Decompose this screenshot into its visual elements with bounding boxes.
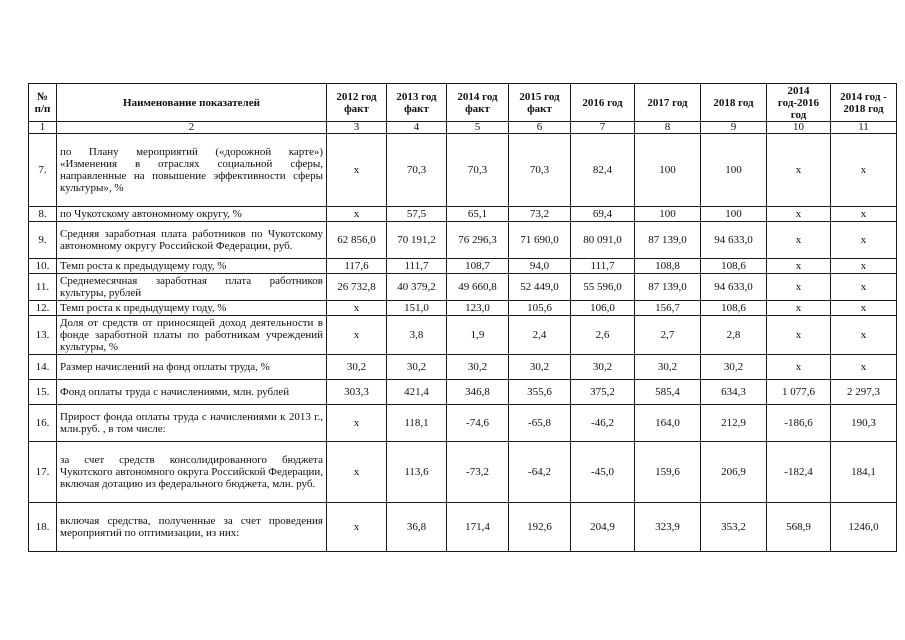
header-cell-2013: 2013 год факт xyxy=(387,84,447,122)
column-number-cell: 11 xyxy=(831,122,897,134)
row-number-cell: 11. xyxy=(29,274,57,301)
value-cell: 100 xyxy=(635,207,701,222)
value-cell: 108,6 xyxy=(701,301,767,316)
value-cell: 1 077,6 xyxy=(767,380,831,405)
value-cell: 346,8 xyxy=(447,380,509,405)
value-cell: 159,6 xyxy=(635,442,701,503)
value-cell: х xyxy=(327,301,387,316)
value-cell: 118,1 xyxy=(387,405,447,442)
value-cell: 117,6 xyxy=(327,259,387,274)
value-cell: 62 856,0 xyxy=(327,222,387,259)
value-cell: 353,2 xyxy=(701,503,767,552)
header-cell-number: № п/п xyxy=(29,84,57,122)
column-number-cell: 4 xyxy=(387,122,447,134)
column-number-cell: 1 xyxy=(29,122,57,134)
value-cell: 192,6 xyxy=(509,503,571,552)
row-number-cell: 18. xyxy=(29,503,57,552)
value-cell: 30,2 xyxy=(571,355,635,380)
value-cell: 2,4 xyxy=(509,316,571,355)
value-cell: 70,3 xyxy=(447,134,509,207)
header-cell-2014: 2014 год факт xyxy=(447,84,509,122)
column-number-cell: 7 xyxy=(571,122,635,134)
value-cell: 80 091,0 xyxy=(571,222,635,259)
value-cell: 65,1 xyxy=(447,207,509,222)
table-row xyxy=(29,503,897,552)
column-number-cell: 10 xyxy=(767,122,831,134)
value-cell: 3,8 xyxy=(387,316,447,355)
value-cell: 108,7 xyxy=(447,259,509,274)
value-cell: 2 297,3 xyxy=(831,380,897,405)
column-number-cell: 5 xyxy=(447,122,509,134)
value-cell: 156,7 xyxy=(635,301,701,316)
value-cell: 30,2 xyxy=(509,355,571,380)
column-number-cell: 6 xyxy=(509,122,571,134)
value-cell: х xyxy=(767,207,831,222)
value-cell: 111,7 xyxy=(571,259,635,274)
value-cell: -64,2 xyxy=(509,442,571,503)
indicator-name-cell: Темп роста к предыдущему году, % xyxy=(57,259,327,274)
value-cell: х xyxy=(831,222,897,259)
value-cell: х xyxy=(831,301,897,316)
value-cell: 55 596,0 xyxy=(571,274,635,301)
value-cell: х xyxy=(831,355,897,380)
row-number-cell: 9. xyxy=(29,222,57,259)
row-number-cell: 17. xyxy=(29,442,57,503)
table-row xyxy=(29,355,897,380)
value-cell: х xyxy=(767,134,831,207)
indicator-name-cell: Размер начислений на фонд оплаты труда, % xyxy=(57,355,327,380)
table-row xyxy=(29,301,897,316)
value-cell: 568,9 xyxy=(767,503,831,552)
header-cell-2016: 2016 год xyxy=(571,84,635,122)
value-cell: 73,2 xyxy=(509,207,571,222)
value-cell: 87 139,0 xyxy=(635,274,701,301)
header-row xyxy=(29,84,897,122)
value-cell: х xyxy=(831,259,897,274)
value-cell: 76 296,3 xyxy=(447,222,509,259)
value-cell: 30,2 xyxy=(447,355,509,380)
value-cell: х xyxy=(327,442,387,503)
value-cell: 1246,0 xyxy=(831,503,897,552)
indicator-name-cell: Темп роста к предыдущему году, % xyxy=(57,301,327,316)
column-number-cell: 8 xyxy=(635,122,701,134)
value-cell: 111,7 xyxy=(387,259,447,274)
value-cell: 26 732,8 xyxy=(327,274,387,301)
value-cell: х xyxy=(327,207,387,222)
header-cell-indicator: Наименование показателей xyxy=(57,84,327,122)
value-cell: 421,4 xyxy=(387,380,447,405)
row-number-cell: 15. xyxy=(29,380,57,405)
value-cell: 204,9 xyxy=(571,503,635,552)
table-row xyxy=(29,316,897,355)
table-row xyxy=(29,222,897,259)
row-number-cell: 7. xyxy=(29,134,57,207)
value-cell: 108,6 xyxy=(701,259,767,274)
value-cell: 123,0 xyxy=(447,301,509,316)
column-number-row xyxy=(29,122,897,134)
indicator-name-cell: по Чукотскому автономному округу, % xyxy=(57,207,327,222)
table-body xyxy=(29,122,897,552)
value-cell: 100 xyxy=(701,207,767,222)
column-number-cell: 3 xyxy=(327,122,387,134)
value-cell: 190,3 xyxy=(831,405,897,442)
value-cell: 94 633,0 xyxy=(701,222,767,259)
value-cell: -45,0 xyxy=(571,442,635,503)
row-number-cell: 13. xyxy=(29,316,57,355)
indicator-name-cell: по Плану мероприятий («дорожной карте») «Изменения в отраслях социальной сферы, направленные на повышение эффективности сферы культуры», % xyxy=(57,134,327,207)
value-cell: -65,8 xyxy=(509,405,571,442)
value-cell: 585,4 xyxy=(635,380,701,405)
row-number-cell: 8. xyxy=(29,207,57,222)
value-cell: х xyxy=(327,503,387,552)
column-number-cell: 9 xyxy=(701,122,767,134)
value-cell: 87 139,0 xyxy=(635,222,701,259)
value-cell: -74,6 xyxy=(447,405,509,442)
value-cell: х xyxy=(767,355,831,380)
value-cell: х xyxy=(831,274,897,301)
value-cell: 57,5 xyxy=(387,207,447,222)
value-cell: 375,2 xyxy=(571,380,635,405)
header-cell-2014-2018: 2014 год - 2018 год xyxy=(831,84,897,122)
value-cell: -46,2 xyxy=(571,405,635,442)
header-cell-2018: 2018 год xyxy=(701,84,767,122)
value-cell: 113,6 xyxy=(387,442,447,503)
indicators-table xyxy=(28,83,897,552)
value-cell: 303,3 xyxy=(327,380,387,405)
value-cell: 164,0 xyxy=(635,405,701,442)
indicator-name-cell: Доля от средств от приносящей доход деятельности в фонде заработной платы по работникам учреждений культуры, % xyxy=(57,316,327,355)
table-row xyxy=(29,405,897,442)
value-cell: 36,8 xyxy=(387,503,447,552)
value-cell: 212,9 xyxy=(701,405,767,442)
table-row xyxy=(29,207,897,222)
value-cell: х xyxy=(767,316,831,355)
value-cell: 69,4 xyxy=(571,207,635,222)
value-cell: 634,3 xyxy=(701,380,767,405)
table-row xyxy=(29,442,897,503)
value-cell: 355,6 xyxy=(509,380,571,405)
value-cell: 106,0 xyxy=(571,301,635,316)
value-cell: 70,3 xyxy=(387,134,447,207)
indicator-name-cell: Прирост фонда оплаты труда с начислениями к 2013 г., млн.руб. , в том числе: xyxy=(57,405,327,442)
value-cell: 52 449,0 xyxy=(509,274,571,301)
indicator-name-cell: Средняя заработная плата работников по Чукотскому автономному округу Российской Федерации, руб. xyxy=(57,222,327,259)
value-cell: х xyxy=(767,274,831,301)
value-cell: х xyxy=(327,134,387,207)
row-number-cell: 12. xyxy=(29,301,57,316)
value-cell: 70,3 xyxy=(509,134,571,207)
value-cell: 30,2 xyxy=(635,355,701,380)
header-cell-2015: 2015 год факт xyxy=(509,84,571,122)
value-cell: 171,4 xyxy=(447,503,509,552)
value-cell: 151,0 xyxy=(387,301,447,316)
value-cell: 108,8 xyxy=(635,259,701,274)
value-cell: 71 690,0 xyxy=(509,222,571,259)
value-cell: х xyxy=(831,134,897,207)
value-cell: 100 xyxy=(635,134,701,207)
indicator-name-cell: за счет средств консолидированного бюджета Чукотского автономного округа Российской Федерации, включая дотацию из федерального бюджета, млн. руб. xyxy=(57,442,327,503)
value-cell: 94 633,0 xyxy=(701,274,767,301)
table-row xyxy=(29,380,897,405)
value-cell: 82,4 xyxy=(571,134,635,207)
value-cell: -73,2 xyxy=(447,442,509,503)
value-cell: х xyxy=(327,405,387,442)
value-cell: 49 660,8 xyxy=(447,274,509,301)
value-cell: 70 191,2 xyxy=(387,222,447,259)
value-cell: 2,8 xyxy=(701,316,767,355)
value-cell: 323,9 xyxy=(635,503,701,552)
value-cell: 105,6 xyxy=(509,301,571,316)
indicator-name-cell: включая средства, полученные за счет проведения мероприятий по оптимизации, из них: xyxy=(57,503,327,552)
row-number-cell: 16. xyxy=(29,405,57,442)
value-cell: 206,9 xyxy=(701,442,767,503)
value-cell: 100 xyxy=(701,134,767,207)
row-number-cell: 14. xyxy=(29,355,57,380)
value-cell: х xyxy=(767,259,831,274)
value-cell: х xyxy=(831,316,897,355)
row-number-cell: 10. xyxy=(29,259,57,274)
value-cell: 2,7 xyxy=(635,316,701,355)
value-cell: 40 379,2 xyxy=(387,274,447,301)
table-row xyxy=(29,259,897,274)
value-cell: х xyxy=(767,301,831,316)
header-cell-2012: 2012 год факт xyxy=(327,84,387,122)
value-cell: 1,9 xyxy=(447,316,509,355)
value-cell: 2,6 xyxy=(571,316,635,355)
header-cell-2017: 2017 год xyxy=(635,84,701,122)
value-cell: -182,4 xyxy=(767,442,831,503)
value-cell: 30,2 xyxy=(701,355,767,380)
header-cell-2014-2016: 2014 год-2016 год xyxy=(767,84,831,122)
value-cell: х xyxy=(831,207,897,222)
value-cell: 94,0 xyxy=(509,259,571,274)
value-cell: х xyxy=(327,316,387,355)
table-row xyxy=(29,274,897,301)
table-row xyxy=(29,134,897,207)
indicator-name-cell: Фонд оплаты труда с начислениями, млн. рублей xyxy=(57,380,327,405)
indicator-name-cell: Среднемесячная заработная плата работников культуры, рублей xyxy=(57,274,327,301)
value-cell: 184,1 xyxy=(831,442,897,503)
value-cell: х xyxy=(767,222,831,259)
column-number-cell: 2 xyxy=(57,122,327,134)
value-cell: 30,2 xyxy=(387,355,447,380)
value-cell: 30,2 xyxy=(327,355,387,380)
value-cell: -186,6 xyxy=(767,405,831,442)
